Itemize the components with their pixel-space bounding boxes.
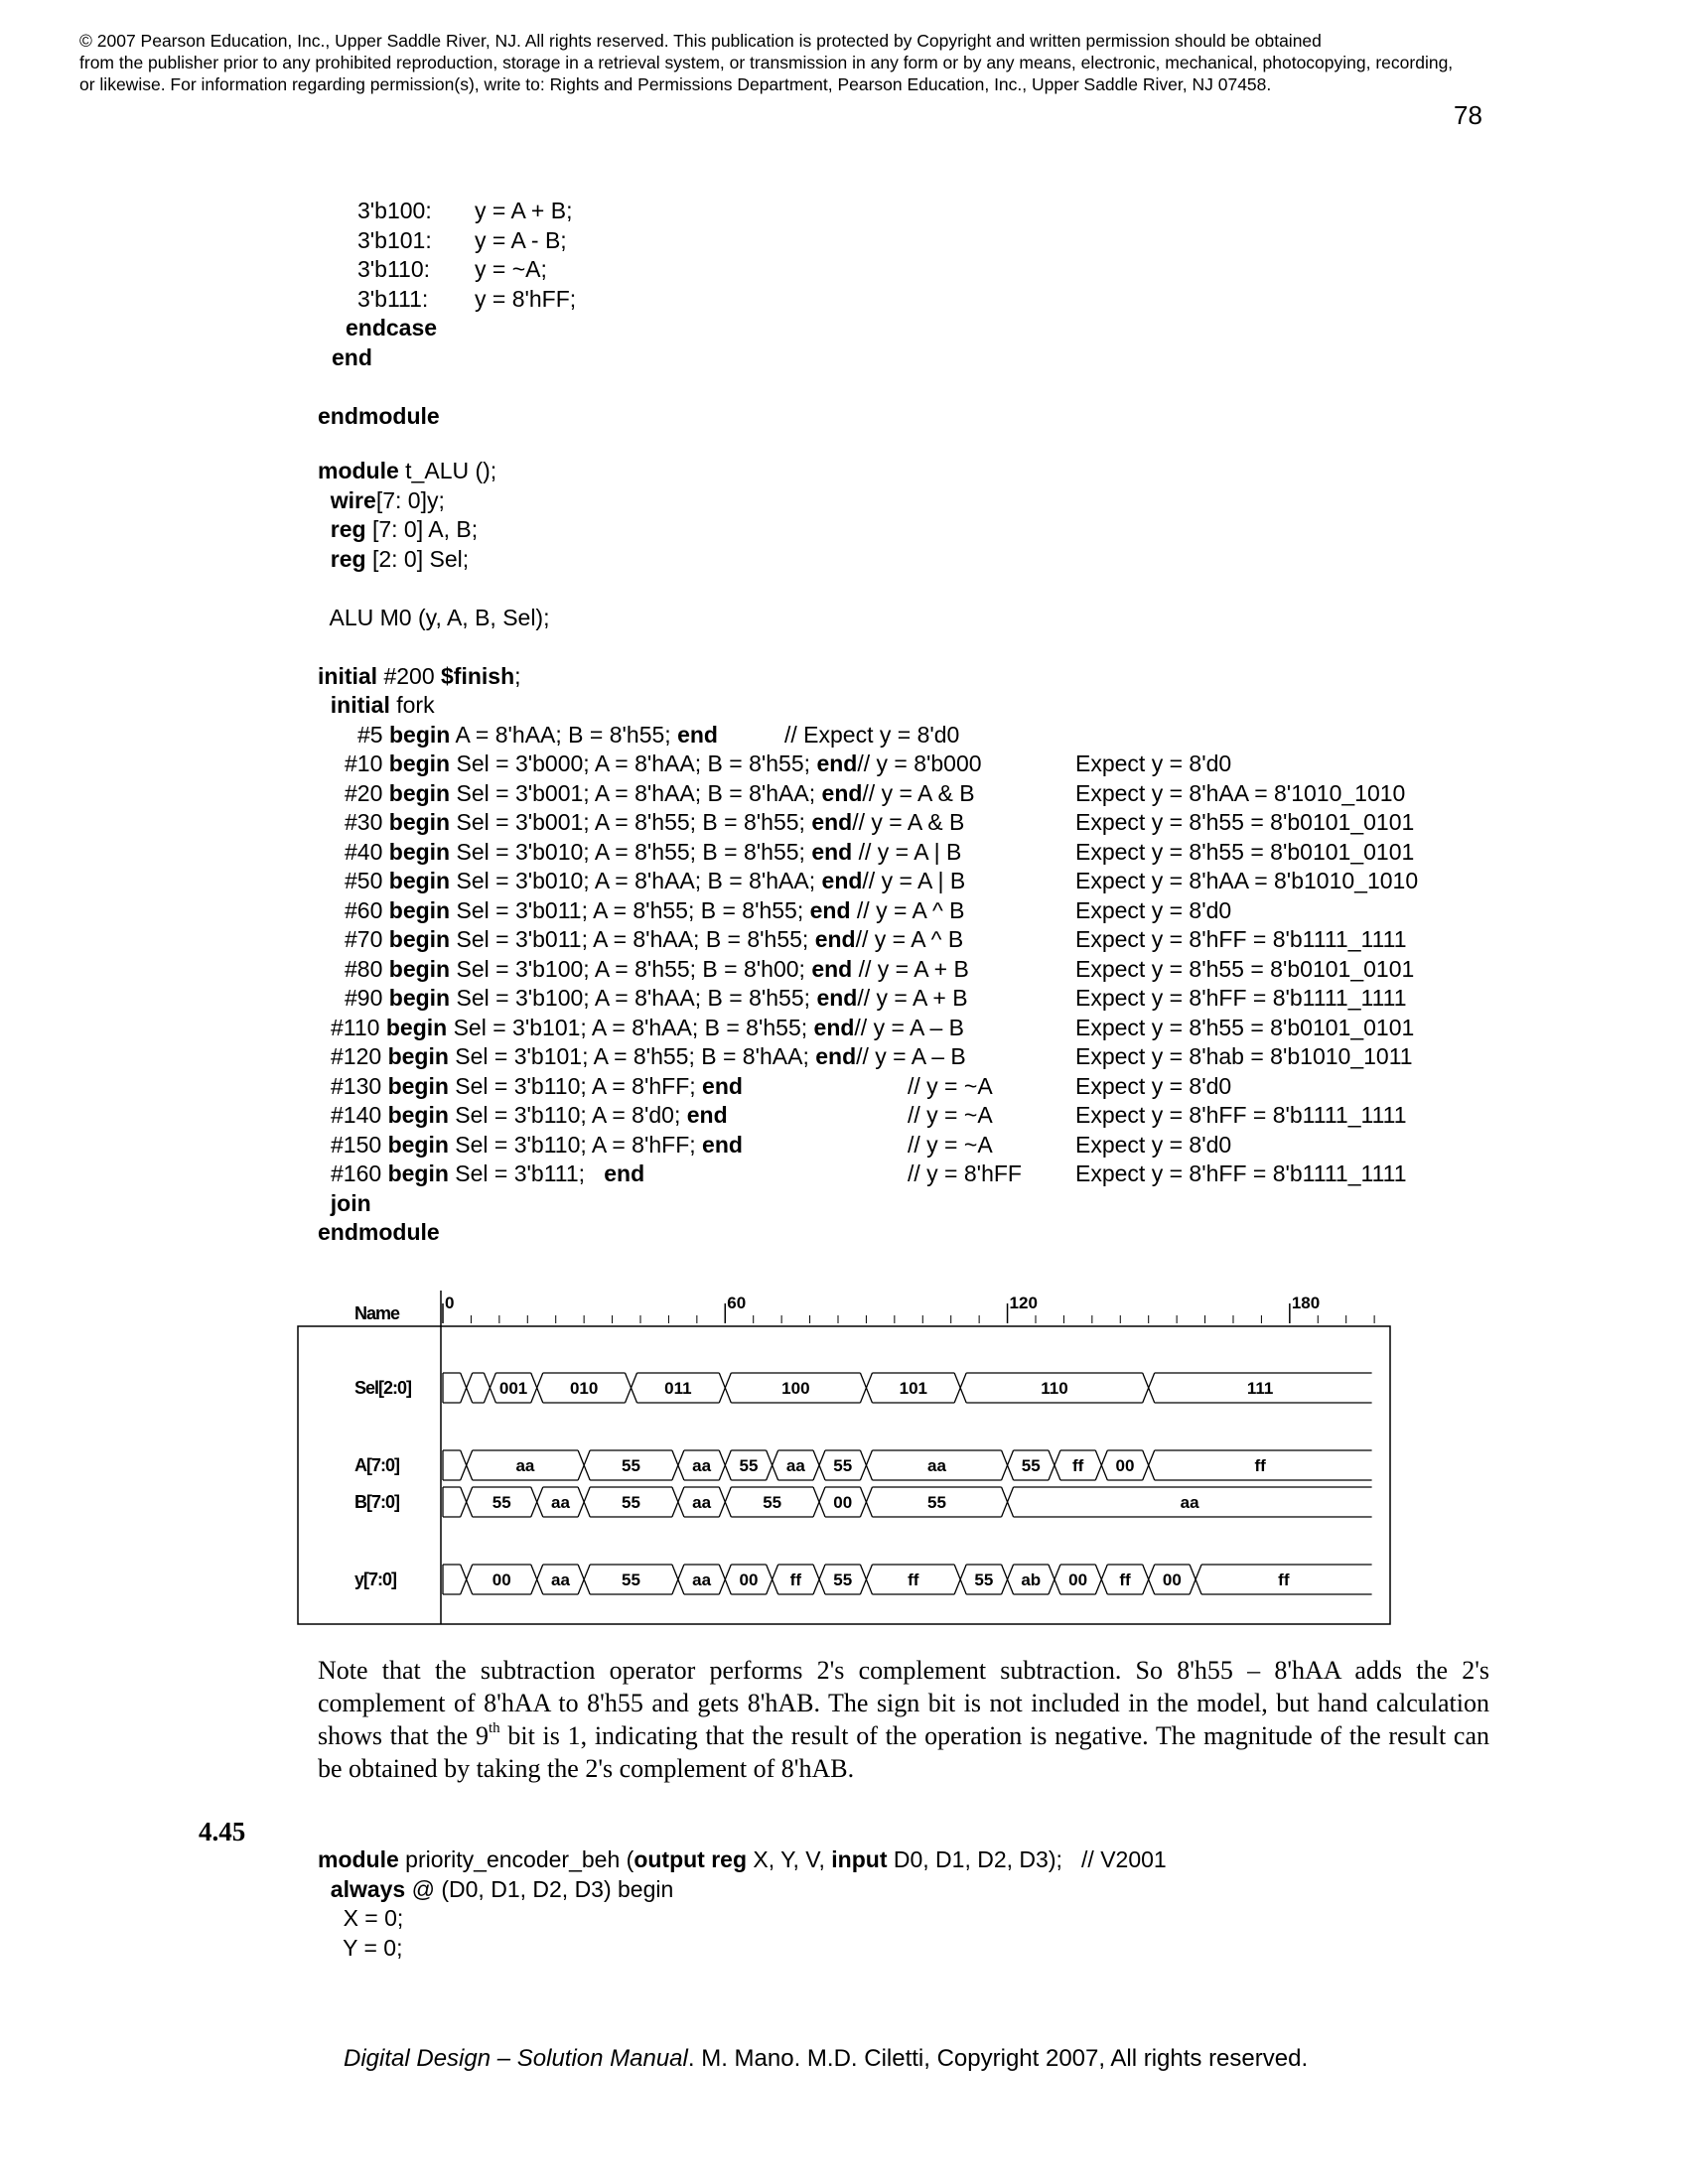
note-paragraph xyxy=(318,1654,1489,1785)
semicolon: ; xyxy=(514,662,521,689)
signal-value: ab xyxy=(1021,1570,1042,1589)
input-ports: D0, D1, D2, D3); // V2001 xyxy=(887,1846,1167,1872)
signal-segment xyxy=(1107,1565,1154,1594)
section-number: 4.45 xyxy=(199,1817,246,1846)
join-keyword: join xyxy=(330,1189,371,1216)
signal-value: 111 xyxy=(1246,1379,1274,1398)
time-label: 60 xyxy=(727,1294,747,1312)
stimulus-comment: // y = A – B xyxy=(856,1043,966,1069)
signal-value: 00 xyxy=(1068,1570,1088,1589)
finish-task: $finish xyxy=(441,662,515,689)
begin-keyword: begin xyxy=(388,838,451,865)
signal-value: 55 xyxy=(492,1493,511,1512)
end-keyword: end xyxy=(702,1131,743,1158)
signal-value: 00 xyxy=(739,1570,759,1589)
expected-value: Expect y = 8'h55 = 8'b0101_0101 xyxy=(1075,809,1415,835)
note-text: Note that the subtraction operator performs 2's complement subtraction. So 8'h55 – 8'hAA adds the 2's complement of 8'hAA to 8'h55 and gets 8'hAB. The sign bit is not included in the model, but hand calculation shows that the 9 xyxy=(318,1656,1489,1750)
signal-value: 55 xyxy=(974,1570,994,1589)
signal-value: aa xyxy=(550,1570,570,1589)
begin-keyword: begin xyxy=(388,751,451,776)
endmodule-keyword: endmodule xyxy=(318,402,440,429)
page-footer xyxy=(344,2045,1308,2073)
case-statement: y = A - B; xyxy=(475,226,567,253)
begin-keyword: begin xyxy=(387,1160,449,1186)
stimulus-time: #110 xyxy=(331,1014,380,1040)
stimulus-body: Sel = 3'b010; A = 8'hAA; B = 8'hAA; xyxy=(450,868,822,893)
signal-segment xyxy=(443,1487,473,1517)
stimulus-comment: // Expect y = 8'd0 xyxy=(784,721,960,748)
begin-keyword: begin xyxy=(387,1102,449,1128)
output-keyword: output reg xyxy=(633,1846,748,1872)
stimulus-comment: // y = A + B xyxy=(857,985,968,1011)
note-text: bit is 1, indicating that the result of the operation is negative. The magnitude of the result can be obtained by taking the 2's complement of 8'hAB. xyxy=(318,1721,1490,1783)
signal-value: aa xyxy=(515,1456,535,1475)
expected-value: Expect y = 8'h55 = 8'b0101_0101 xyxy=(1075,838,1415,865)
expected-value: Expect y = 8'hAA = 8'b1010_1010 xyxy=(1075,868,1419,893)
case-label: 3'b110: xyxy=(357,256,431,282)
begin-keyword: begin xyxy=(388,868,451,893)
sensitivity-list: @ (D0, D1, D2, D3) begin xyxy=(405,1875,674,1902)
signal-value: 55 xyxy=(763,1493,782,1512)
signal-value: aa xyxy=(692,1456,712,1475)
end-keyword: end xyxy=(811,838,853,865)
name-column-header: Name xyxy=(354,1303,400,1323)
stimulus-body: Sel = 3'b100; A = 8'h55; B = 8'h00; xyxy=(450,955,812,982)
signal-segment xyxy=(473,1373,496,1403)
signal-value: 55 xyxy=(927,1493,946,1512)
signal-value: aa xyxy=(785,1456,805,1475)
copyright-line: or likewise. For information regarding permission(s), write to: Rights and Permissions Department, Pearson Education, Inc., Upper Saddle River, NJ 07458. xyxy=(79,74,1272,94)
expected-value: Expect y = 8'd0 xyxy=(1075,1131,1232,1158)
stimulus-body: Sel = 3'b101; A = 8'h55; B = 8'hAA; xyxy=(448,1043,816,1069)
case-statement: y = ~A; xyxy=(475,256,547,282)
signal-value: 010 xyxy=(569,1379,599,1398)
stimulus-comment: // y = 8'hFF xyxy=(908,1160,1022,1186)
stimulus-time: #40 xyxy=(345,838,383,865)
expected-value: Expect y = 8'hFF = 8'b1111_1111 xyxy=(1075,985,1407,1011)
signal-value: 55 xyxy=(622,1493,640,1512)
stimulus-comment: // y = A & B xyxy=(852,809,965,835)
signal-value: 00 xyxy=(492,1570,511,1589)
end-keyword: end xyxy=(816,985,858,1011)
signal-value: 55 xyxy=(622,1570,640,1589)
stimulus-comment: // y = 8'b000 xyxy=(857,751,982,776)
case-statement: y = A + B; xyxy=(475,198,573,223)
stimulus-comment: // y = A ^ B xyxy=(855,926,964,952)
reg-decl: [2: 0] Sel; xyxy=(365,545,470,572)
signal-value: ff xyxy=(908,1570,919,1589)
end-keyword: end xyxy=(815,1043,857,1069)
signal-segment xyxy=(1060,1450,1107,1480)
end-keyword: end xyxy=(604,1160,645,1186)
end-keyword: end xyxy=(809,896,851,923)
module-name: t_ALU (); xyxy=(398,458,497,483)
signal-value: 110 xyxy=(1041,1379,1068,1398)
stimulus-time: #130 xyxy=(331,1072,382,1099)
end-keyword: end xyxy=(814,926,856,952)
initial-delay: #200 xyxy=(377,662,442,689)
stimulus-time: #90 xyxy=(345,985,383,1011)
stimulus-body: Sel = 3'b001; A = 8'h55; B = 8'h55; xyxy=(450,809,812,835)
begin-keyword: begin xyxy=(385,1014,448,1040)
expected-value: Expect y = 8'hAA = 8'1010_1010 xyxy=(1075,779,1406,806)
begin-keyword: begin xyxy=(388,721,451,748)
stimulus-time: #30 xyxy=(345,809,383,835)
stimulus-time: #60 xyxy=(345,896,383,923)
end-keyword: end xyxy=(811,955,853,982)
signal-segment xyxy=(443,1373,473,1403)
begin-keyword: begin xyxy=(387,1072,449,1099)
stimulus-body: Sel = 3'b100; A = 8'hAA; B = 8'h55; xyxy=(450,985,817,1011)
signal-segment xyxy=(443,1565,473,1594)
end-keyword: end xyxy=(821,868,863,893)
signal-name: B[7:0] xyxy=(354,1492,400,1512)
case-label: 3'b101: xyxy=(357,226,432,253)
module-instance: ALU M0 (y, A, B, Sel); xyxy=(329,604,550,630)
expected-value: Expect y = 8'hFF = 8'b1111_1111 xyxy=(1075,1102,1407,1128)
stimulus-body: Sel = 3'b110; A = 8'hFF; xyxy=(448,1072,703,1099)
stimulus-time: #120 xyxy=(331,1043,382,1069)
expected-value: Expect y = 8'd0 xyxy=(1075,1072,1232,1099)
signal-value: 55 xyxy=(1021,1456,1041,1475)
copyright-line: © 2007 Pearson Education, Inc., Upper Saddle River, NJ. All rights reserved. This publication is protected by Copyright and written permission should be obtained xyxy=(79,31,1322,51)
time-label: 120 xyxy=(1009,1294,1038,1312)
always-keyword: always xyxy=(330,1875,406,1902)
signal-value: ff xyxy=(1071,1456,1084,1475)
signal-value: 100 xyxy=(781,1379,810,1398)
stimulus-body: Sel = 3'b111; xyxy=(448,1160,605,1186)
begin-keyword: begin xyxy=(388,955,451,982)
fork-keyword: fork xyxy=(389,692,435,718)
stimulus-time: #150 xyxy=(331,1131,382,1158)
case-label: 3'b111: xyxy=(357,285,429,312)
signal-name: y[7:0] xyxy=(354,1570,397,1589)
end-keyword: end xyxy=(332,343,372,370)
stimulus-comment: // y = ~A xyxy=(908,1102,993,1128)
signal-value: 101 xyxy=(899,1379,927,1398)
stimulus-comment: // y = A ^ B xyxy=(850,896,965,923)
time-label: 180 xyxy=(1291,1294,1321,1312)
signal-segment xyxy=(443,1450,473,1480)
signal-value: ff xyxy=(1254,1456,1266,1475)
stimulus-body: A = 8'hAA; B = 8'h55; xyxy=(450,721,678,748)
signal-value: 00 xyxy=(1162,1570,1182,1589)
stimulus-time: #10 xyxy=(345,751,383,776)
signal-value: aa xyxy=(550,1493,570,1512)
signal-segment xyxy=(778,1565,825,1594)
signal-value: ff xyxy=(789,1570,802,1589)
stimulus-comment: // y = A | B xyxy=(862,868,966,893)
end-keyword: end xyxy=(702,1072,743,1099)
signal-value: aa xyxy=(692,1493,712,1512)
input-keyword: input xyxy=(831,1846,888,1872)
begin-keyword: begin xyxy=(387,1131,449,1158)
signal-value: 001 xyxy=(498,1379,528,1398)
stimulus-comment: // y = ~A xyxy=(908,1072,993,1099)
stimulus-comment: // y = A & B xyxy=(862,779,975,806)
expected-value: Expect y = 8'hab = 8'b1010_1011 xyxy=(1075,1043,1413,1069)
begin-keyword: begin xyxy=(388,896,451,923)
expected-value: Expect y = 8'h55 = 8'b0101_0101 xyxy=(1075,955,1415,982)
stimulus-time: #20 xyxy=(345,779,383,806)
endmodule-keyword: endmodule xyxy=(318,1219,440,1245)
module-keyword: module xyxy=(318,1846,399,1872)
stimulus-body: Sel = 3'b101; A = 8'hAA; B = 8'h55; xyxy=(447,1014,814,1040)
signal-value: aa xyxy=(1180,1493,1199,1512)
stimulus-body: Sel = 3'b110; A = 8'd0; xyxy=(448,1102,687,1128)
module-keyword: module xyxy=(318,458,399,483)
stimulus-time: #50 xyxy=(345,868,383,893)
signal-name: A[7:0] xyxy=(354,1455,400,1475)
reg-decl: [7: 0] A, B; xyxy=(365,516,479,542)
end-keyword: end xyxy=(686,1102,728,1128)
wire-decl: [7: 0]y; xyxy=(375,486,445,513)
signal-name: Sel[2:0] xyxy=(354,1378,412,1398)
wire-keyword: wire xyxy=(330,486,376,513)
case-statement: y = 8'hFF; xyxy=(475,285,577,312)
signal-value: 55 xyxy=(833,1570,853,1589)
begin-keyword: begin xyxy=(388,985,451,1011)
initial-keyword: initial xyxy=(318,662,378,689)
assignment: X = 0; xyxy=(343,1905,404,1931)
stimulus-comment: // y = A – B xyxy=(854,1014,965,1040)
stimulus-body: Sel = 3'b011; A = 8'hAA; B = 8'h55; xyxy=(450,926,815,952)
begin-keyword: begin xyxy=(388,809,451,835)
begin-keyword: begin xyxy=(387,1043,449,1069)
signal-value: ff xyxy=(1278,1570,1290,1589)
case-label: 3'b100: xyxy=(357,198,432,223)
signal-value: 55 xyxy=(833,1456,853,1475)
output-ports: X, Y, V, xyxy=(747,1846,832,1872)
begin-keyword: begin xyxy=(388,779,451,806)
footer-title: Digital Design – Solution Manual xyxy=(344,2045,688,2072)
endcase-keyword: endcase xyxy=(346,315,438,341)
signal-value: aa xyxy=(692,1570,712,1589)
stimulus-body: Sel = 3'b000; A = 8'hAA; B = 8'h55; xyxy=(450,751,817,776)
stimulus-time: #5 xyxy=(357,721,389,748)
copyright-line: from the publisher prior to any prohibited reproduction, storage in a retrieval system, or transmission in any form or by any means, electronic, mechanical, photocopying, recording, xyxy=(79,53,1454,72)
stimulus-time: #80 xyxy=(345,955,383,982)
signal-value: ff xyxy=(1119,1570,1131,1589)
signal-value: 00 xyxy=(1115,1456,1135,1475)
priority-encoder-code xyxy=(318,1845,1609,1963)
expected-value: Expect y = 8'hFF = 8'b1111_1111 xyxy=(1075,926,1407,952)
stimulus-time: #70 xyxy=(345,926,383,952)
signal-value: 00 xyxy=(833,1493,853,1512)
initial-keyword: initial xyxy=(330,692,390,718)
signal-value: aa xyxy=(927,1456,946,1475)
stimulus-comment: // y = A | B xyxy=(852,838,962,865)
stimulus-time: #160 xyxy=(331,1160,382,1186)
signal-value: 55 xyxy=(622,1456,640,1475)
end-keyword: end xyxy=(813,1014,855,1040)
begin-keyword: begin xyxy=(388,926,451,952)
stimulus-body: Sel = 3'b110; A = 8'hFF; xyxy=(448,1131,703,1158)
stimulus-comment: // y = A + B xyxy=(852,955,969,982)
assignment: Y = 0; xyxy=(343,1934,403,1961)
signal-value: 011 xyxy=(664,1379,692,1398)
signal-segment xyxy=(872,1565,966,1594)
time-label: 0 xyxy=(445,1294,455,1312)
reg-keyword: reg xyxy=(330,545,366,572)
module-name: priority_encoder_beh ( xyxy=(398,1846,634,1872)
end-keyword: end xyxy=(811,809,853,835)
stimulus-comment: // y = ~A xyxy=(908,1131,993,1158)
reg-keyword: reg xyxy=(330,516,366,542)
stimulus-body: Sel = 3'b001; A = 8'hAA; B = 8'hAA; xyxy=(450,779,822,806)
expected-value: Expect y = 8'd0 xyxy=(1075,896,1232,923)
stimulus-body: Sel = 3'b010; A = 8'h55; B = 8'h55; xyxy=(450,838,812,865)
end-keyword: end xyxy=(677,721,718,748)
signal-value: 55 xyxy=(739,1456,759,1475)
page-number: 78 xyxy=(1454,100,1482,130)
expected-value: Expect y = 8'h55 = 8'b0101_0101 xyxy=(1075,1014,1415,1040)
expected-value: Expect y = 8'd0 xyxy=(1075,751,1232,776)
note-superscript: th xyxy=(488,1720,500,1736)
stimulus-time: #140 xyxy=(331,1102,382,1128)
expected-value: Expect y = 8'hFF = 8'b1111_1111 xyxy=(1075,1160,1407,1186)
end-keyword: end xyxy=(816,751,858,776)
stimulus-body: Sel = 3'b011; A = 8'h55; B = 8'h55; xyxy=(450,896,810,923)
end-keyword: end xyxy=(821,779,863,806)
footer-copyright: . M. Mano. M.D. Ciletti, Copyright 2007, All rights reserved. xyxy=(687,2045,1309,2072)
